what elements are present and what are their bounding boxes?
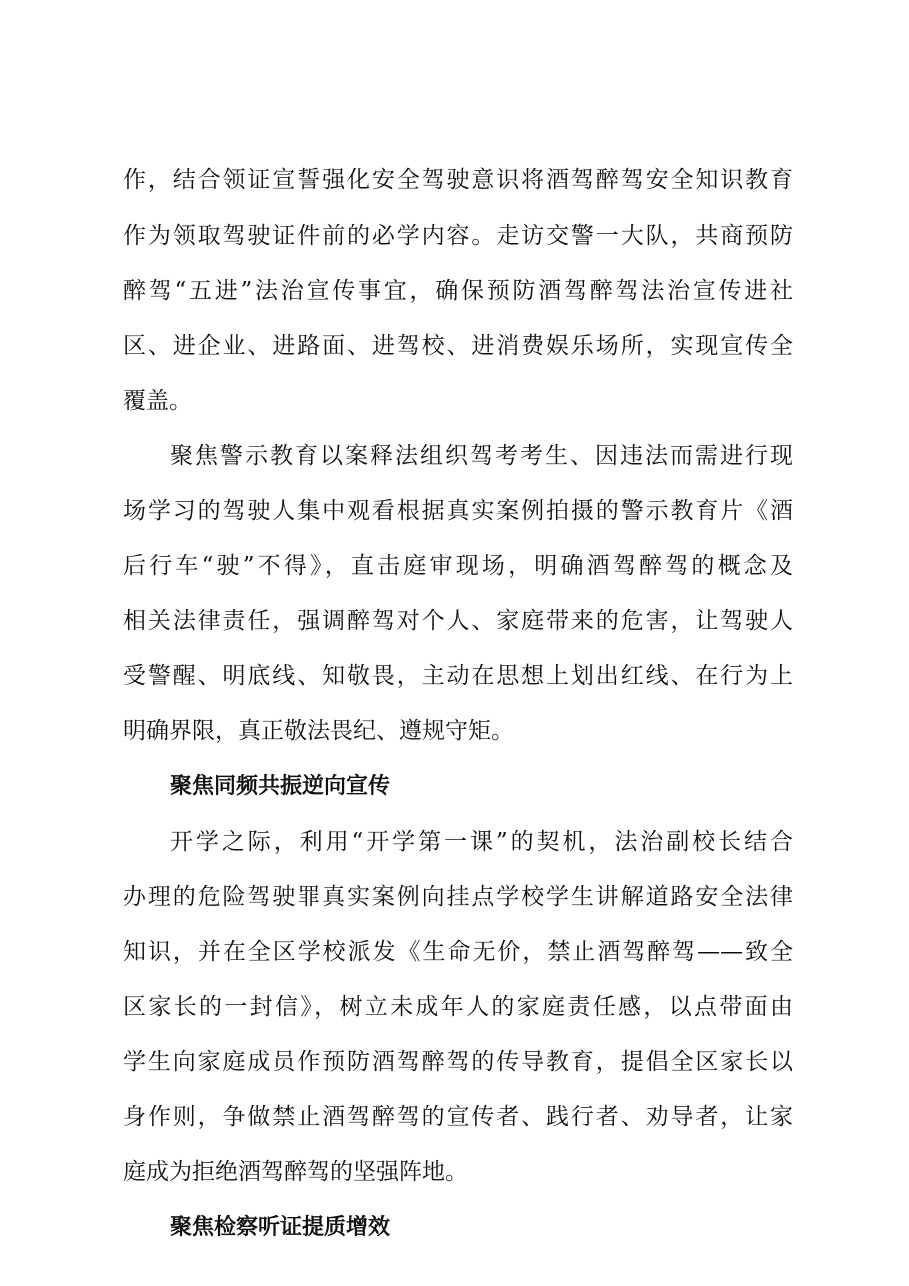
- paragraph-line: 醉驾“五进”法治宣传事宜，确保预防酒驾醉驾法治宣传进社: [123, 278, 793, 304]
- paragraph-line: 知识，并在全区学校派发《生命无价，禁止酒驾醉驾——致全: [123, 939, 793, 965]
- paragraph-line: 办理的危险驾驶罪真实案例向挂点学校学生讲解道路安全法律: [123, 884, 793, 910]
- paragraph-line: 相关法律责任，强调醉驾对个人、家庭带来的危害，让驾驶人: [123, 608, 793, 634]
- paragraph-line: 开学之际，利用“开学第一课”的契机，法治副校长结合: [170, 829, 793, 855]
- paragraph-line: 场学习的驾驶人集中观看根据真实案例拍摄的警示教育片《酒: [123, 498, 793, 524]
- section-heading: 聚焦同频共振逆向宣传: [170, 774, 391, 799]
- paragraph-line: 聚焦警示教育以案释法组织驾考考生、因违法而需进行现: [170, 443, 793, 469]
- paragraph-line: 区家长的一封信》，树立未成年人的家庭责任感，以点带面由: [123, 994, 793, 1020]
- paragraph-line: 区、进企业、进路面、进驾校、进消费娱乐场所，实现宣传全: [123, 333, 793, 359]
- paragraph-line: 身作则，争做禁止酒驾醉驾的宣传者、践行者、劝导者，让家: [123, 1104, 793, 1130]
- paragraph-line: 学生向家庭成员作预防酒驾醉驾的传导教育，提倡全区家长以: [123, 1049, 793, 1075]
- paragraph-line: 覆盖。: [123, 388, 192, 414]
- paragraph-line: 作，结合领证宣誓强化安全驾驶意识将酒驾醉驾安全知识教育: [123, 167, 793, 193]
- section-heading: 聚焦检察听证提质增效: [170, 1215, 391, 1240]
- paragraph-line: 后行车“驶”不得》，直击庭审现场，明确酒驾醉驾的概念及: [123, 553, 793, 579]
- paragraph-line: 庭成为拒绝酒驾醉驾的坚强阵地。: [123, 1159, 468, 1185]
- paragraph-line: 受警醒、明底线、知敬畏，主动在思想上划出红线、在行为上: [123, 663, 793, 689]
- paragraph-line: 作为领取驾驶证件前的必学内容。走访交警一大队，共商预防: [123, 223, 793, 249]
- paragraph-line: 明确界限，真正敬法畏纪、遵规守矩。: [123, 718, 514, 744]
